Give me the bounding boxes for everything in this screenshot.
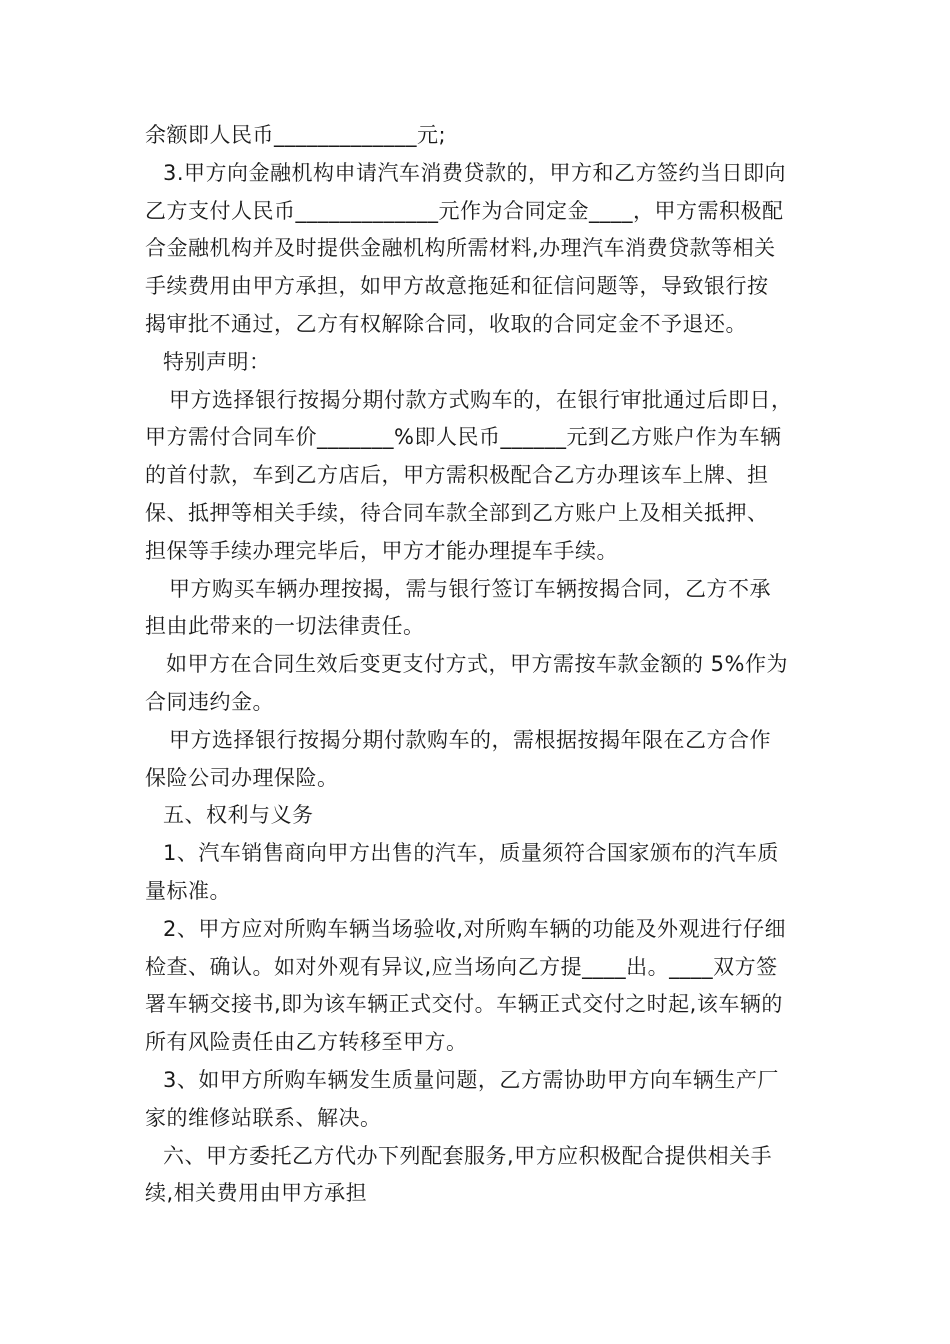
- paragraph-line: 如甲方在合同生效后变更支付方式，甲方需按车款金额的 5%作为: [166, 652, 788, 677]
- paragraph-line: 家的维修站联系、解决。: [145, 1105, 382, 1130]
- paragraph-line: 余额即人民币_____________元;: [145, 123, 447, 147]
- paragraph-line: 量标准。: [145, 878, 231, 903]
- paragraph-line: 3、如甲方所购车辆发生质量问题，乙方需协助甲方向车辆生产厂: [163, 1067, 779, 1092]
- paragraph-line: 署车辆交接书,即为该车辆正式交付。车辆正式交付之时起,该车辆的: [145, 992, 783, 1017]
- paragraph-line: 手续费用由甲方承担，如甲方故意拖延和征信问题等，导致银行按: [145, 274, 769, 299]
- paragraph-line: 担由此带来的一切法律责任。: [145, 614, 425, 639]
- paragraph-line: 合金融机构并及时提供金融机构所需材料,办理汽车消费贷款等相关: [145, 236, 776, 261]
- paragraph-line: 2、甲方应对所购车辆当场验收,对所购车辆的功能及外观进行仔细: [163, 916, 787, 941]
- paragraph-line: 1、汽车销售商向甲方出售的汽车，质量须符合国家颁布的汽车质: [163, 841, 779, 866]
- paragraph-line: 的首付款，车到乙方店后，甲方需积极配合乙方办理该车上牌、担: [145, 463, 769, 488]
- paragraph-line: 保、抵押等相关手续，待合同车款全部到乙方账户上及相关抵押、: [145, 500, 769, 525]
- paragraph-line: 甲方选择银行按揭分期付款购车的，需根据按揭年限在乙方合作: [169, 727, 771, 752]
- section-heading: 特别声明：: [163, 349, 271, 374]
- section-heading: 六、甲方委托乙方代办下列配套服务,甲方应积极配合提供相关手: [163, 1143, 773, 1168]
- paragraph-line: 所有风险责任由乙方转移至甲方。: [145, 1030, 468, 1055]
- paragraph-line: 甲方需付合同车价_______%即人民币______元到乙方账户作为车辆: [145, 425, 782, 450]
- paragraph-line: 检查、确认。如对外观有异议,应当场向乙方提____出。____双方签: [145, 954, 778, 979]
- paragraph-line: 揭审批不通过，乙方有权解除合同，收取的合同定金不予退还。: [145, 311, 747, 336]
- paragraph-line: 3.甲方向金融机构申请汽车消费贷款的，甲方和乙方签约当日即向: [163, 160, 787, 185]
- section-heading: 五、权利与义务: [163, 803, 314, 828]
- paragraph-line: 续,相关费用由甲方承担: [145, 1181, 368, 1206]
- document-body: [145, 117, 810, 1213]
- paragraph-line: 合同违约金。: [145, 689, 274, 714]
- paragraph-line: 担保等手续办理完毕后，甲方才能办理提车手续。: [145, 538, 618, 563]
- paragraph-line: 保险公司办理保险。: [145, 765, 339, 790]
- paragraph-line: 甲方选择银行按揭分期付款方式购车的，在银行审批通过后即日，: [169, 387, 793, 412]
- paragraph-line: 甲方购买车辆办理按揭，需与银行签订车辆按揭合同，乙方不承: [169, 576, 771, 601]
- paragraph-line: 乙方支付人民币_____________元作为合同定金____，甲方需积极配: [145, 198, 784, 223]
